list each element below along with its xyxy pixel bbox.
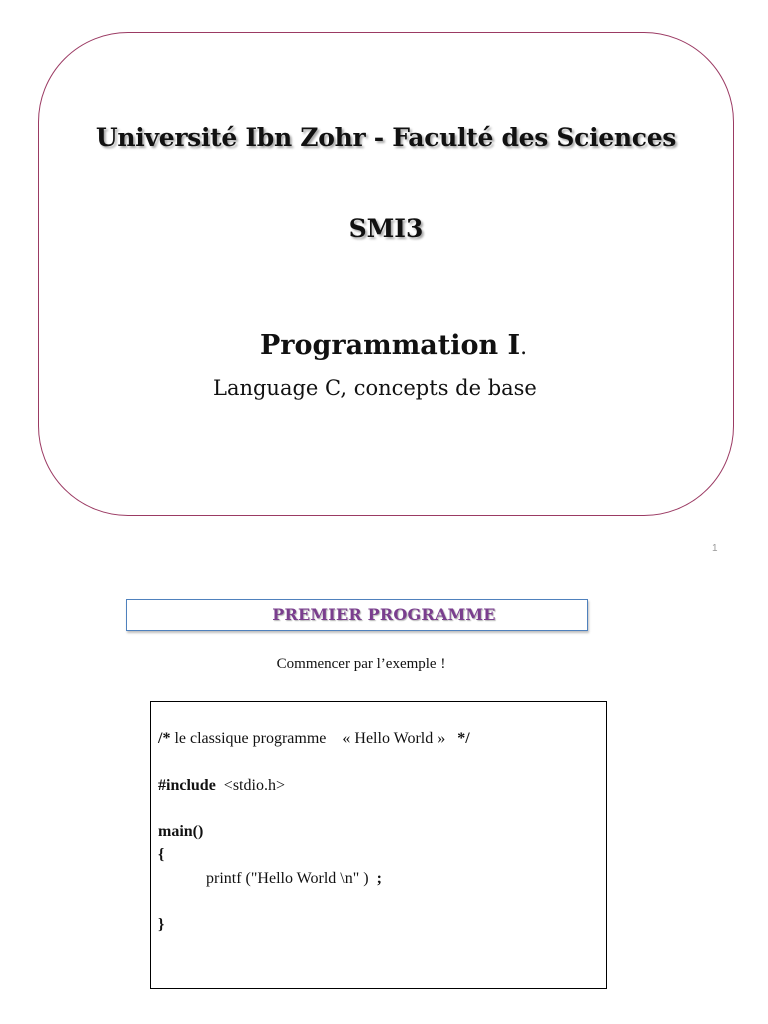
printf-semicolon: ; [376, 870, 382, 887]
intro-text: Commencer par l’exemple ! [276, 656, 446, 672]
title-slide-frame [38, 32, 734, 516]
page-number: 1 [712, 543, 718, 554]
code-brace-open: { [158, 846, 165, 863]
course-title-text: Programmation I [260, 330, 521, 361]
course-title [260, 330, 527, 361]
code-main-line: main() [158, 823, 204, 840]
comment-open: /* [158, 730, 171, 747]
code-printf-line [158, 870, 382, 888]
program-heading: SMI3 [348, 214, 424, 243]
course-subtitle: Language C, concepts de base [213, 376, 537, 400]
code-comment-line [158, 730, 470, 748]
code-brace-close: } [158, 916, 165, 933]
printf-statement: printf ("Hello World \n" ) [158, 870, 377, 887]
code-include-line [158, 777, 285, 795]
include-file: <stdio.h> [215, 777, 285, 794]
comment-close: */ [457, 730, 470, 747]
include-keyword: #include [158, 777, 216, 794]
course-title-dot: . [520, 335, 528, 360]
section-title: PREMIER PROGRAMME [272, 605, 496, 624]
university-heading: Université Ibn Zohr - Faculté des Sciences [95, 123, 677, 152]
comment-text: le classique programme « Hello World » [170, 730, 458, 747]
